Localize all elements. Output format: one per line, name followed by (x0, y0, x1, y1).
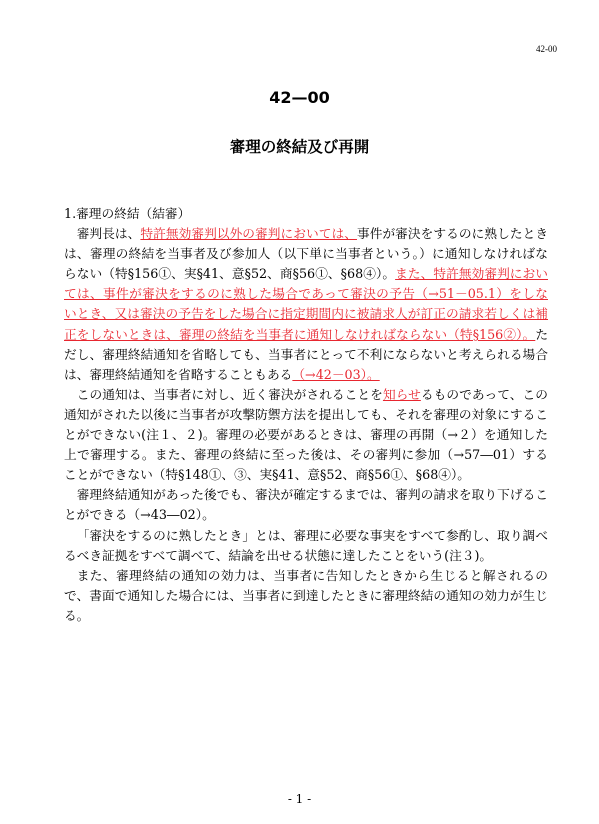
paragraph-1 (64, 224, 548, 385)
revised-text: （→42－03）。 (292, 366, 380, 382)
section-heading: 1.審理の終結（結審） (64, 206, 191, 221)
text-run: 審判長は、 (76, 226, 141, 242)
revised-text: 知らせ (382, 386, 421, 402)
text-run: この通知は、当事者に対し、近く審決がされることを (76, 386, 383, 402)
document-body (64, 204, 548, 626)
text-run: 事件が審決をするのに熟したときは、審理の終結を当事者及び参加人（以下単に当事者という。）に通知しなければならない（特§156①、実§41、意§52、商§56①、§68④）。 (64, 226, 549, 282)
document-title: 審理の終結及び再開 (229, 138, 370, 156)
text-run: ただし、審理終結通知を省略しても、当事者にとって不利にならないと考えられる場合は、審理終結通知を省略することもある (64, 326, 548, 382)
paragraph-5: また、審理終結の通知の効力は、当事者に告知したときから生じると解されるので、書面で通知した場合には、当事者に到達したときに審理終結の通知の効力が生じる。 (64, 567, 548, 623)
page-reference: 42-00 (536, 44, 557, 54)
document-number: 42—00 (269, 88, 330, 107)
page-number: - 1 - (287, 792, 312, 806)
revised-text: 特許無効審判以外の審判においては、 (140, 226, 357, 242)
paragraph-4: 「審決をするのに熟したとき」とは、審理に必要な事実をすべて参酌し、取り調べるべき証拠をすべて調べて、結論を出せる状態に達したことをいう(注３)。 (64, 527, 548, 563)
paragraph-3: 審理終結通知があった後でも、審決が確定するまでは、審判の請求を取り下げることができる（→43―02）。 (64, 487, 548, 523)
text-run: るものであって、この通知がされた以後に当事者が攻撃防禦方法を提出しても、それを審理の対象にすることができない(注１、２)。審理の必要があるときは、審理の再開（→２）を通知した上で審理する。また、審理の終結に至った後は、その審判に参加（→57―01）することができない（特§148①、③、実§41、意§52、商§56①、§68④）。 (64, 386, 548, 483)
paragraph-2 (64, 385, 548, 485)
revised-text: また、特許無効審判においては、事件が審決をするのに熟した場合であって審決の予告（→51－05.1）をしないとき、又は審決の予告をした場合に指定期間内に被請求人が訂正の請求若しくは補正をしないときは、審理の終結を当事者に通知しなければならない（特§156②）。 (64, 266, 548, 342)
